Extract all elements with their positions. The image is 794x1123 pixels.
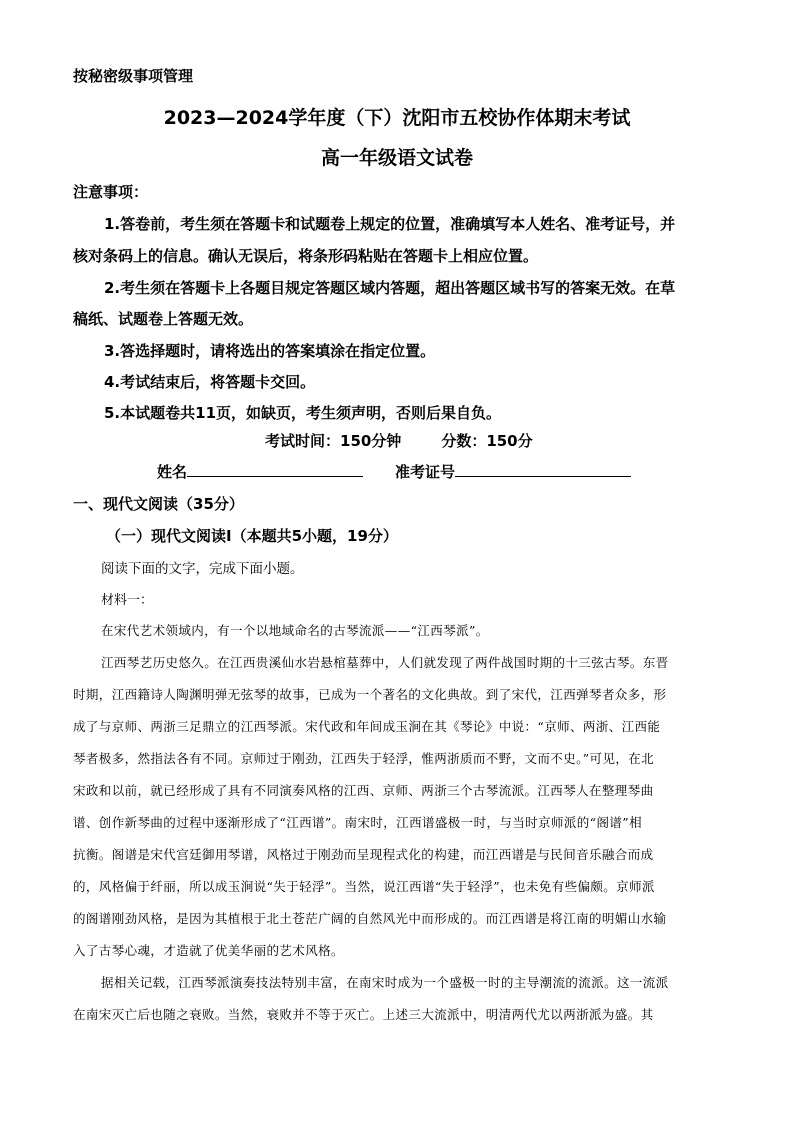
passage-line: 谱、创作新琴曲的过程中逐渐形成了“江西谱”。南宋时，江西谱盛极一时，与当时京师派的“阁谱”相 [73,815,642,830]
notice-item-2: 2.考生须在答题卡上各题目规定答题区域内答题，超出答题区域书写的答案无效。在草 [104,279,676,297]
ticket-label: 准考证号 [395,463,456,481]
passage-line: 入了古琴心魂，才造就了优美华丽的艺术风格。 [73,943,344,958]
passage-line: 据相关记载，江西琴派演奏技法特别丰富，在南宋时成为一个盛极一时的主导潮流的流派。这一流派 [101,975,669,990]
passage-line: 时期，江西籍诗人陶渊明弹无弦琴的故事，已成为一个著名的文化典故。到了宋代，江西弹琴者众多，形 [73,687,667,702]
reading-prompt: 阅读下面的文字，完成下面小题。 [101,561,304,577]
id-fields [157,461,631,482]
passage-line: 的，风格偏于纤丽，所以成玉涧说“失于轻浮”。当然，说江西谱“失于轻浮”，也未免有些偏颇。京师派 [73,879,655,894]
material-label: 材料一： [101,593,154,608]
subsection-title: （一）现代文阅读Ⅰ（本题共5小题，19分） [106,527,398,545]
name-blank[interactable] [187,462,363,477]
notice-item-2-cont: 稿纸、试题卷上答题无效。 [73,310,254,328]
notice-item-1-cont: 核对条码上的信息。确认无误后，将条形码粘贴在答题卡上相应位置。 [73,247,539,265]
exam-time: 考试时间：150分钟 [265,432,402,450]
passage-line: 在宋代艺术领域内，有一个以地域命名的古琴流派——“江西琴派”。 [101,623,489,638]
name-label: 姓名 [157,463,188,481]
exam-score: 分数：150分 [441,432,533,450]
exam-title: 2023—2024学年度（下）沈阳市五校协作体期末考试 [163,107,631,129]
ticket-number-blank[interactable] [455,462,631,477]
passage-line: 琴者极多，然指法各有不同。京师过于刚劲，江西失于轻浮，惟两浙质而不野，文而不史。”可见，在北 [73,751,655,766]
passage-line: 江西琴艺历史悠久。在江西贵溪仙水岩悬棺墓葬中，人们就发现了两件战国时期的十三弦古琴。东晋 [101,655,669,670]
passage-line: 宋政和以前，就已经形成了具有不同演奏风格的江西、京师、两浙三个古琴流派。江西琴人在整理琴曲 [73,783,654,798]
notice-item-1: 1.答卷前，考生须在答题卡和试题卷上规定的位置，准确填写本人姓名、准考证号，并 [104,215,676,233]
notice-item-5: 5.本试题卷共11页，如缺页，考生须声明，否则后果自负。 [104,404,502,422]
notice-item-3: 3.答选择题时，请将选出的答案填涂在指定位置。 [104,342,436,360]
passage-line: 的阁谱刚劲风格，是因为其植根于北土苍茫广阔的自然风光中而形成的。而江西谱是将江南的明媚山水输 [73,911,667,926]
paper-subtitle: 高一年级语文试卷 [320,147,473,169]
secrecy-label: 按秘密级事项管理 [73,67,194,85]
passage-line: 成了与京师、两浙三足鼎立的江西琴派。宋代政和年间成玉涧在其《琴论》中说：“京师、两浙、江西能 [73,719,661,734]
notice-heading: 注意事项： [73,183,149,201]
passage-line: 抗衡。阁谱是宋代宫廷御用琴谱，风格过于刚劲而呈现程式化的构建，而江西谱是与民间音乐融合而成 [73,847,654,862]
passage-line: 在南宋灭亡后也随之衰败。当然，衰败并不等于灭亡。上述三大流派中，明清两代尤以两浙派为盛。其 [73,1007,654,1022]
notice-item-4: 4.考试结束后，将答题卡交回。 [104,373,316,391]
section-title: 一、现代文阅读（35分） [73,495,244,513]
exam-info [265,430,533,451]
